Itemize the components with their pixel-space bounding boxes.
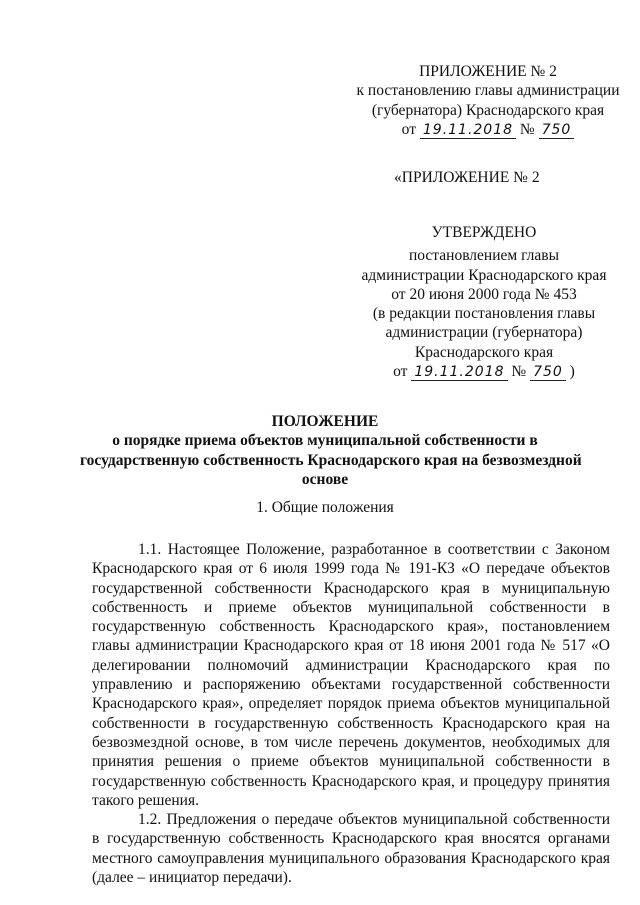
section-heading: 1. Общие положения [256, 499, 394, 516]
number-sign: № [519, 120, 535, 138]
approved-line-3: от 20 июня 2000 года № 453 [391, 285, 577, 303]
governor-reference: (губернатора) Краснодарского края [371, 101, 605, 119]
approved-line-2: администрации Краснодарского края [361, 266, 607, 284]
decree-reference: к постановлению главы администрации [356, 82, 620, 100]
approved-title: УТВЕРЖДЕНО [431, 224, 537, 241]
paragraph-1-2: 1.2. Предложения о передаче объектов муниципальной собственности в государственную собственность Краснодарского края вносятся органами местного самоуправления муниципального образования Краснодарского края (далее – инициатор передачи). [92, 811, 610, 887]
decree-date-line [348, 120, 628, 140]
title-line-2: о порядке приема объектов муниципальной собственности в [112, 432, 538, 450]
title-line-1: ПОЛОЖЕНИЕ [271, 413, 379, 430]
document-title [80, 412, 582, 489]
approved-line-5: администрации (губернатора) [385, 324, 583, 342]
appendix-header [348, 62, 628, 140]
title-line-3: государственную собственность Краснодарского края на безвозмездной [80, 451, 582, 469]
approved-line-1: постановлением главы [409, 247, 559, 265]
handwritten-number: 750 [530, 364, 566, 381]
approved-line-4: (в редакции постановления главы [372, 305, 596, 323]
closing-parenthesis: ) [569, 363, 575, 381]
number-sign: № [511, 363, 527, 381]
approved-date-line [336, 362, 632, 382]
title-line-4: основе [301, 470, 349, 488]
section-body [92, 540, 610, 887]
handwritten-date: 19.11.2018 [420, 122, 516, 139]
appendix-label: ПРИЛОЖЕНИЕ № 2 [419, 63, 557, 80]
date-prefix: от [393, 363, 408, 381]
handwritten-date: 19.11.2018 [411, 364, 507, 381]
paragraph-1-1: 1.1. Настоящее Положение, разработанное в соответствии с Законом Краснодарского края от 6 июля 1999 года № 191-КЗ «О передаче объектов государственной собственности Краснодарского края в муниципальную собственность и приеме объектов муниципальной собственности в государственную собственность Краснодарского края», постановлением главы администрации Краснодарского края от 18 июня 2001 года № 517 «О делегировании полномочий администрации Краснодарского края по управлению и распоряжению объектами государственной собственности Краснодарского края», определяет порядок приема объектов муниципальной собственности в государственную собственность Краснодарского края на безвозмездной основе, в том числе перечень документов, необходимых для принятия решения о приеме объектов муниципальной собственности в государственную собственность Краснодарского края, и процедуру принятия такого решения. [92, 541, 610, 809]
date-prefix: от [401, 120, 416, 138]
inner-appendix-label: «ПРИЛОЖЕНИЕ № 2 [394, 169, 540, 186]
approved-block [336, 223, 632, 382]
approved-line-6: Краснодарского края [414, 343, 554, 361]
handwritten-number: 750 [539, 122, 575, 139]
